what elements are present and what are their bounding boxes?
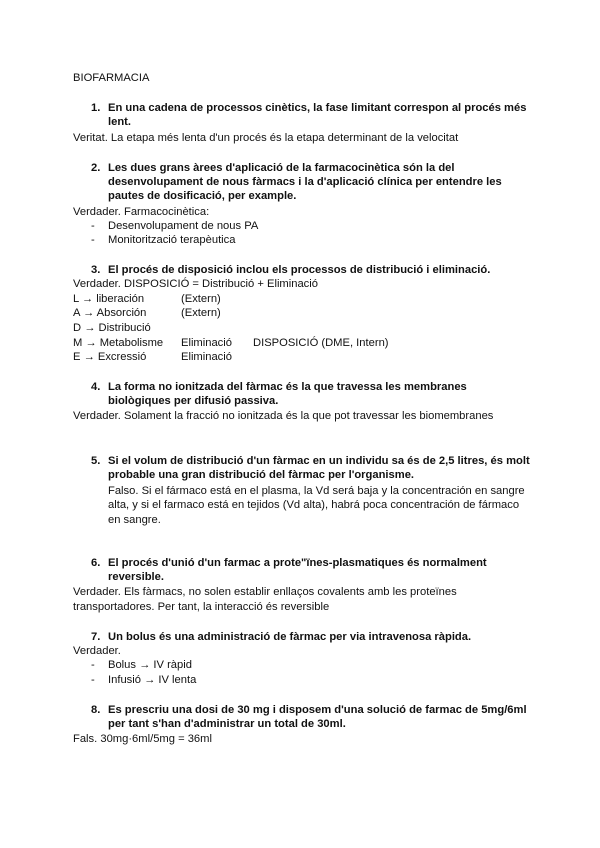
question-number: 4. [91,381,101,393]
answer-text: Fals. 30mg·6ml/5mg = 36ml [73,733,212,745]
question-text: per tant s'han d'administrar un total de 30ml. [108,718,346,730]
bullet-marker: - [91,220,95,232]
answer-text: en sangre. [108,514,161,526]
answer-text: Verdader. [73,645,121,657]
list-item: Infusió → IV lenta [108,674,197,686]
question-number: 5. [91,455,101,467]
table-row-label: L → liberación [73,293,145,305]
question-number: 7. [91,631,101,643]
answer-text: Veritat. La etapa més lenta d'un procés és la etapa determinant de la velocitat [73,132,459,144]
answer-text: alta, y si el farmaco está en tejidos (Vd alta), habrá poca concentración de fármaco [108,499,520,511]
answer-text: Falso. Si el fármaco está en el plasma, la Vd será baja y la concentración en sangre [108,485,525,497]
answer-text: Verdader. DISPOSICIÓ = Distribució + Eliminació [73,278,318,290]
list-item: Monitorització terapèutica [108,234,236,246]
bullet-marker: - [91,234,95,246]
table-row-value: (Extern) [181,307,221,319]
table-row-label: A → Absorción [73,307,147,319]
answer-text: transportadores. Per tant, la interacció és reversible [73,601,330,613]
answer-text: Verdader. Els fàrmacs, no solen establir enllaços covalents amb les proteïnes [73,586,457,598]
question-text: desenvolupament de nous fàrmacs i la d'aplicació clínica per entendre les [108,176,502,188]
question-text: reversible. [108,571,164,583]
table-row-value: Eliminació [181,351,232,363]
question-text: Un bolus és una administració de fàrmac per via intravenosa ràpida. [108,631,472,643]
question-text: biològiques per difusió passiva. [108,395,279,407]
answer-text: Verdader. Farmacocinètica: [73,206,210,218]
answer-text: Verdader. Solament la fracció no ionitzada és la que pot travessar les biomembranes [73,410,494,422]
question-text: En una cadena de processos cinètics, la fase limitant correspon al procés més [108,102,527,114]
question-text: Les dues grans àrees d'aplicació de la farmacocinètica són la del [108,162,455,174]
table-row-value: (Extern) [181,293,221,305]
table-row-label: E → Excressió [73,351,147,363]
list-item: Desenvolupament de nous PA [108,220,259,232]
table-row-value: Eliminació [181,337,232,349]
question-number: 3. [91,264,101,276]
question-text: El procés d'unió d'un farmac a prote"ïnes-plasmatiques és normalment [108,557,487,569]
question-number: 2. [91,162,101,174]
question-number: 8. [91,704,101,716]
question-number: 1. [91,102,101,114]
list-item: Bolus → IV ràpid [108,659,192,671]
question-text: El procés de disposició inclou els processos de distribució i eliminació. [108,264,491,276]
table-row-label: D → Distribució [73,322,151,334]
question-text: Es prescriu una dosi de 30 mg i disposem d'una solució de farmac de 5mg/6ml [108,704,527,716]
question-text: probable una gran distribució del fàrmac per l'organisme. [108,469,415,481]
question-text: Si el volum de distribució d'un fàrmac en un individu sa és de 2,5 litres, és molt [108,455,530,467]
question-number: 6. [91,557,101,569]
bullet-marker: - [91,674,95,686]
question-text: pautes de dosificació, per example. [108,190,297,202]
document-title: BIOFARMACIA [73,72,150,84]
bullet-marker: - [91,659,95,671]
table-row-extra: DISPOSICIÓ (DME, Intern) [253,337,389,349]
table-row-label: M → Metabolisme [73,337,164,349]
question-text: La forma no ionitzada del fàrmac és la que travessa les membranes [108,381,467,393]
question-text: lent. [108,116,131,128]
